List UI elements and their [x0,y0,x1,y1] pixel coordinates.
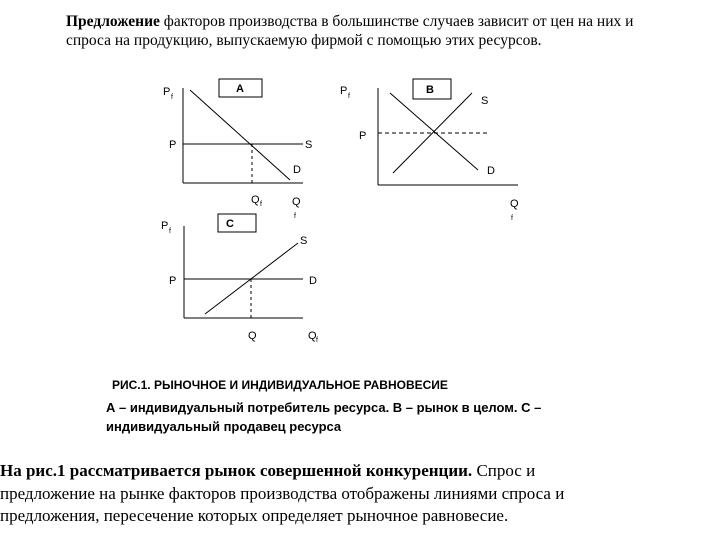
caption-line-1: А – индивидуальный потребитель ресурса. В – рынок в целом. С – [106,400,542,415]
intro-line-1-rest: факторов производства в большинстве случаев зависит от цен на них и [159,13,634,30]
panel-b-price-label: P [359,130,367,142]
panel-c-label-box [218,214,256,232]
panel-c-quantity-axis-label: Q [308,330,317,342]
panel-c-quantity-label: Q [248,330,257,342]
bottom-line-1 [0,460,660,483]
panel-b [378,79,518,185]
bottom-line-1-rest: Спрос и [472,461,536,480]
panel-a-quantity-sub: f [260,201,262,208]
panel-c-supply-label: S [300,235,308,247]
panel-c-price-label: P [169,275,177,287]
caption-line-2: индивидуальный продавец ресурса [106,419,342,434]
panel-a-axis-y-sub: f [171,94,173,101]
bottom-line-2: предложение на рынке факторов производства отображены линиями спроса и [0,483,565,503]
panel-b-demand-label: D [487,165,495,177]
panel-b-supply-line [393,93,472,173]
figure-caption-description [106,398,666,436]
panel-b-axis-y-label: P [340,85,348,97]
intro-bold: Предложение [66,13,160,30]
bottom-paragraph [0,460,660,528]
panel-a-price-label: P [169,139,177,151]
panel-c-demand-label: D [309,275,317,287]
panel-a-supply-label: S [305,139,313,151]
panel-a-quantity-axis-sub: f [294,213,296,220]
panel-b-axis-y-sub: f [348,93,350,100]
panel-a-demand-line [190,90,290,180]
panel-c-quantity-axis-sub: f [316,337,318,344]
panel-a-quantity-axis-label: Q [292,196,301,208]
panel-c-axis-y-sub: f [169,228,171,235]
figure-caption-title: РИС.1. РЫНОЧНОЕ И ИНДИВИДУАЛЬНОЕ РАВНОВЕСИЕ [112,378,448,392]
panel-b-quantity-sub: f [511,215,513,222]
bottom-line-3: предложения, пересечение которых определяет рыночное равновесие. [0,506,509,525]
panel-c-box-label: C [226,218,234,230]
panel-b-quantity-label: Q [510,198,519,210]
panel-a-axis-y-label: P [163,86,171,98]
panel-b-supply-label: S [481,95,489,107]
panel-a-demand-label: D [293,164,301,176]
panel-b-box-label: B [426,84,434,96]
panel-c-axis-y-label: P [161,220,169,232]
panel-a-box-label: A [236,83,244,95]
intro-line-2: спроса на продукцию, выпускаемую фирмой с помощью этих ресурсов. [66,32,542,49]
panel-a-quantity-label: Q [251,194,260,206]
panel-b-demand-line [390,93,478,170]
bottom-bold: На рис.1 рассматривается рынок совершенной конкуренции. [0,461,473,480]
panel-c [184,214,303,318]
